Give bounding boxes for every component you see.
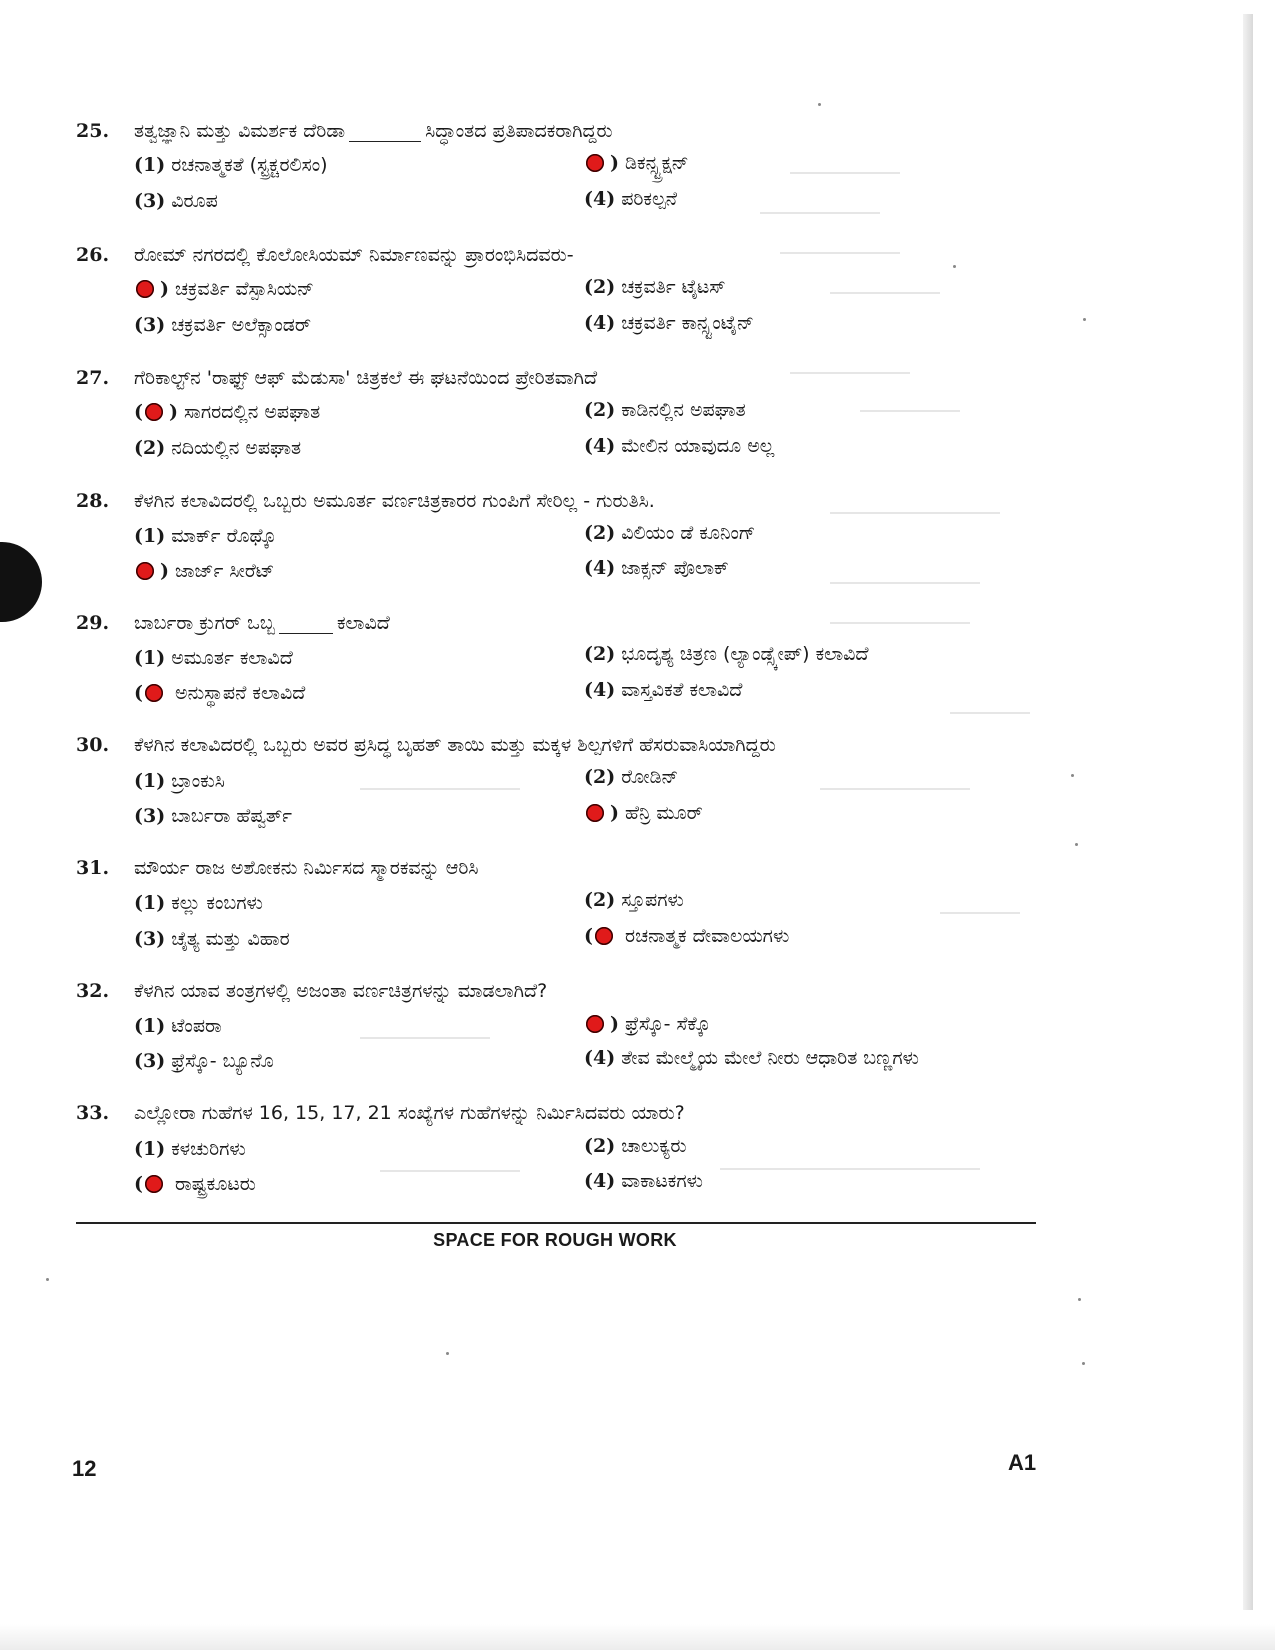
option-text: ರಚನಾತ್ಮಕ ದೇವಾಲಯಗಳು: [625, 925, 790, 947]
bleed-through-line: [940, 912, 1020, 914]
option-text: ಚಾಲುಕ್ಯರು: [621, 1135, 687, 1157]
option-number: (3): [134, 805, 166, 827]
scan-speck: [46, 1278, 49, 1281]
answer-bubble-marked: [586, 154, 604, 172]
option-text: ರಚನಾತ್ಮಕತೆ (ಸ್ಟ್ರಕ್ಚರಲಿಸಂ): [171, 154, 328, 176]
page-bottom-edge: [0, 1624, 1275, 1650]
option-text: ಮಾರ್ಕ್ ರೊಥ್ಕೊ: [171, 525, 277, 547]
bleed-through-line: [830, 622, 970, 624]
option-29-4[interactable]: [584, 679, 742, 701]
question-text-start: ಬಾರ್ಬರಾ ಕ್ರುಗರ್ ಒಬ್ಬ: [134, 612, 275, 634]
bleed-through-line: [860, 410, 960, 412]
option-33-4[interactable]: [584, 1170, 703, 1192]
bleed-through-line: [830, 582, 980, 584]
option-text: ವಿಲಿಯಂ ಡೆ ಕೂನಿಂಗ್: [621, 522, 756, 544]
scan-speck: [1075, 843, 1078, 846]
option-26-2[interactable]: [584, 276, 726, 298]
option-number: (2): [134, 437, 166, 459]
question-number: 31.: [76, 857, 110, 879]
option-number: (1): [134, 647, 166, 669]
option-text: ಡಿಕನ್ಸ್ಟ್ರಕ್ಷನ್: [625, 152, 689, 174]
answer-bubble-marked: [145, 403, 163, 421]
option-28-1[interactable]: [134, 525, 276, 547]
option-number: (3): [134, 314, 166, 336]
bleed-through-line: [360, 788, 520, 790]
option-30-2[interactable]: [584, 766, 678, 788]
option-number: (2): [584, 766, 616, 788]
question-number: 29.: [76, 612, 110, 634]
option-number: (1): [134, 770, 166, 792]
option-text: ರೋಡಿನ್: [621, 766, 679, 788]
question-number: 27.: [76, 367, 110, 389]
scan-speck: [446, 1352, 449, 1355]
question-text: ಕೆಳಗಿನ ಕಲಾವಿದರಲ್ಲಿ ಒಬ್ಬರು ಅವರ ಪ್ರಸಿದ್ಧ ಬೃಹತ್ ತಾಯಿ ಮತ್ತು ಮಕ್ಕಳ ಶಿಲ್ಪಗಳಿಗೆ ಹೆಸರುವಾಸಿಯಾಗಿದ್ದರು: [134, 734, 776, 756]
question-text-end: ಸಿದ್ಧಾಂತದ ಪ್ರತಿಪಾದಕರಾಗಿದ್ದರು: [425, 120, 613, 142]
option-text: ವಾಸ್ತವಿಕತೆ ಕಲಾವಿದೆ: [621, 679, 743, 701]
option-31-2[interactable]: [584, 889, 684, 911]
option-number: (1): [134, 154, 166, 176]
option-27-2[interactable]: [584, 399, 746, 421]
rough-work-label: SPACE FOR ROUGH WORK: [433, 1230, 677, 1250]
option-text: ಕಳಚುರಿಗಳು: [171, 1138, 246, 1160]
option-30-4[interactable]: ) ಹೆನ್ರಿ ಮೂರ್: [584, 802, 703, 824]
option-text: ಟೆಂಪರಾ: [171, 1015, 222, 1037]
option-27-3[interactable]: [134, 437, 301, 459]
question-text: [134, 120, 613, 142]
option-number: (4): [584, 557, 616, 579]
option-27-4[interactable]: [584, 435, 774, 457]
bleed-through-line: [780, 252, 900, 254]
option-number: (1): [134, 525, 166, 547]
answer-bubble-marked: [586, 1015, 604, 1033]
option-29-2[interactable]: [584, 643, 868, 665]
option-26-4[interactable]: [584, 312, 754, 334]
option-number: (4): [584, 679, 616, 701]
option-number: (3): [134, 1050, 166, 1072]
option-text: ವಾಕಾಟಕಗಳು: [621, 1170, 703, 1192]
option-text: ಬ್ರಾಂಕುಸಿ: [171, 770, 225, 792]
answer-bubble-marked: [586, 804, 604, 822]
option-30-1[interactable]: [134, 770, 225, 792]
answer-bubble-marked: [595, 927, 613, 945]
question-text: ಮೌರ್ಯ ರಾಜ ಅಶೋಕನು ನಿರ್ಮಿಸದ ಸ್ಮಾರಕವನ್ನು ಆರಿಸಿ: [134, 857, 479, 879]
option-number: (2): [584, 522, 616, 544]
option-28-2[interactable]: [584, 522, 755, 544]
option-number: (1): [134, 1015, 166, 1037]
fill-in-blank: [349, 125, 421, 142]
option-32-3[interactable]: [134, 1050, 274, 1072]
scan-speck: [1082, 1362, 1085, 1365]
option-32-4[interactable]: [584, 1047, 919, 1069]
option-text: ಫ್ರೆಸ್ಕೊ- ಸೆಕ್ಕೊ: [625, 1013, 711, 1035]
option-31-4[interactable]: ( ರಚನಾತ್ಮಕ ದೇವಾಲಯಗಳು: [584, 925, 790, 947]
side-tab-marker: [0, 542, 42, 622]
option-28-4[interactable]: [584, 557, 729, 579]
question-number: 28.: [76, 490, 110, 512]
option-31-1[interactable]: [134, 892, 263, 914]
option-number: (1): [134, 892, 166, 914]
option-29-1[interactable]: [134, 647, 293, 669]
option-text: ಚೈತ್ಯ ಮತ್ತು ವಿಹಾರ: [171, 928, 290, 950]
option-text: ಚಕ್ರವರ್ತಿ ಕಾನ್ಸ್ಟಂಟೈನ್: [621, 312, 754, 334]
option-number: (2): [584, 399, 616, 421]
option-26-1[interactable]: ) ಚಕ್ರವರ್ತಿ ವೆಸ್ಪಾಸಿಯನ್: [134, 278, 314, 300]
option-number: (4): [584, 312, 616, 334]
option-text: ಭೂದೃಶ್ಯ ಚಿತ್ರಣ (ಲ್ಯಾಂಡ್ಸ್ಕೇಪ್) ಕಲಾವಿದೆ: [621, 643, 869, 665]
option-number: (4): [584, 1170, 616, 1192]
option-text: ನದಿಯಲ್ಲಿನ ಅಪಘಾತ: [171, 437, 302, 459]
option-text: ಜಾಕ್ಸನ್ ಪೊಲಾಕ್: [621, 557, 729, 579]
answer-bubble-marked: [136, 562, 154, 580]
option-33-3[interactable]: ( ರಾಷ್ಟ್ರಕೂಟರು: [134, 1173, 256, 1195]
option-number: (3): [134, 928, 166, 950]
question-number: 30.: [76, 734, 110, 756]
scan-speck: [1083, 318, 1086, 321]
option-number: (4): [584, 1047, 616, 1069]
option-text: ರಾಷ್ಟ್ರಕೂಟರು: [175, 1173, 256, 1195]
fill-in-blank: [279, 617, 333, 634]
question-number: 26.: [76, 244, 110, 266]
option-30-3[interactable]: [134, 805, 292, 827]
option-number: (4): [584, 188, 616, 210]
answer-bubble-marked: [136, 280, 154, 298]
scan-speck: [1078, 1298, 1081, 1301]
bleed-through-line: [830, 292, 940, 294]
answer-bubble-marked: [145, 1175, 163, 1193]
question-text: ಗೆರಿಕಾಲ್ಟ್‌ನ 'ರಾಫ್ಟ್ ಆಫ್ ಮೆಡುಸಾ' ಚಿತ್ರಕಲೆ ಈ ಘಟನೆಯಿಂದ ಪ್ರೇರಿತವಾಗಿದೆ: [134, 367, 598, 389]
footer-divider: [76, 1222, 1036, 1224]
question-text-start: ತತ್ವಜ್ಞಾನಿ ಮತ್ತು ವಿಮರ್ಶಕ ದೆರಿಡಾ: [134, 120, 346, 142]
option-text: ಜಾರ್ಜ್ ಸೀರೆಟ್: [175, 560, 275, 582]
option-text: ಬಾರ್ಬರಾ ಹೆಪ್ವರ್ತ್: [171, 805, 292, 827]
option-32-1[interactable]: [134, 1015, 222, 1037]
question-text: ಕೆಳಗಿನ ಕಲಾವಿದರಲ್ಲಿ ಒಬ್ಬರು ಅಮೂರ್ತ ವರ್ಣಚಿತ್ರಕಾರರ ಗುಂಪಿಗೆ ಸೇರಿಲ್ಲ - ಗುರುತಿಸಿ.: [134, 490, 655, 512]
option-number: (4): [584, 435, 616, 457]
option-text: ಚಕ್ರವರ್ತಿ ಅಲೆಕ್ಸಾಂಡರ್: [171, 314, 312, 336]
option-number: (1): [134, 1138, 166, 1160]
option-33-2[interactable]: [584, 1135, 687, 1157]
option-number: (3): [134, 190, 166, 212]
option-text: ಸಾಗರದಲ್ಲಿನ ಅಪಘಾತ: [184, 401, 321, 423]
bleed-through-line: [820, 788, 970, 790]
bleed-through-line: [360, 1037, 490, 1039]
option-number: (2): [584, 889, 616, 911]
option-31-3[interactable]: [134, 928, 290, 950]
bleed-through-line: [790, 372, 910, 374]
option-text: ತೇವ ಮೇಲ್ಮೈಯ ಮೇಲೆ ನೀರು ಆಧಾರಿತ ಬಣ್ಣಗಳು: [621, 1047, 919, 1069]
bleed-through-line: [830, 512, 1000, 514]
page-edge-shadow: [1243, 14, 1253, 1610]
option-text: ವಿರೂಪ: [171, 190, 218, 212]
question-number: 25.: [76, 120, 110, 142]
question-text: ಎಲ್ಲೋರಾ ಗುಹೆಗಳ 16, 15, 17, 21 ಸಂಖ್ಯೆಗಳ ಗುಹೆಗಳನ್ನು ನಿರ್ಮಿಸಿದವರು ಯಾರು?: [134, 1102, 685, 1124]
option-text: ಕಾಡಿನಲ್ಲಿನ ಅಪಘಾತ: [621, 399, 746, 421]
option-number: (2): [584, 643, 616, 665]
option-text: ಚಕ್ರವರ್ತಿ ಟೈಟಸ್: [621, 276, 726, 298]
question-number: 33.: [76, 1102, 110, 1124]
option-27-1[interactable]: ( ) ಸಾಗರದಲ್ಲಿನ ಅಪಘಾತ: [134, 401, 321, 423]
option-text: ಪರಿಕಲ್ಪನೆ: [621, 188, 678, 210]
option-number: (2): [584, 1135, 616, 1157]
option-text: ಫ್ರೆಸ್ಕೊ- ಬ್ಯೂನೊ: [171, 1050, 274, 1072]
question-text: [134, 612, 390, 634]
answer-bubble-marked: [145, 684, 163, 702]
booklet-code: A1: [1008, 1450, 1037, 1475]
option-26-3[interactable]: [134, 314, 311, 336]
option-32-2[interactable]: ) ಫ್ರೆಸ್ಕೊ- ಸೆಕ್ಕೊ: [584, 1013, 711, 1035]
bleed-through-line: [790, 172, 900, 174]
option-25-2[interactable]: ) ಡಿಕನ್ಸ್ಟ್ರಕ್ಷನ್: [584, 152, 689, 174]
option-28-3[interactable]: ) ಜಾರ್ಜ್ ಸೀರೆಟ್: [134, 560, 274, 582]
option-33-1[interactable]: [134, 1138, 246, 1160]
question-text: ರೋಮ್ ನಗರದಲ್ಲಿ ಕೊಲೋಸಿಯಮ್ ನಿರ್ಮಾಣವನ್ನು ಪ್ರಾರಂಭಿಸಿದವರು-: [134, 244, 574, 266]
page-number: 12: [72, 1456, 97, 1481]
option-number: (2): [584, 276, 616, 298]
bleed-through-line: [950, 712, 1030, 714]
option-25-4[interactable]: [584, 188, 677, 210]
option-text: ಹೆನ್ರಿ ಮೂರ್: [625, 802, 703, 824]
option-25-3[interactable]: [134, 190, 218, 212]
question-number: 32.: [76, 980, 110, 1002]
option-text: ಮೇಲಿನ ಯಾವುದೂ ಅಲ್ಲ: [621, 435, 775, 457]
option-text: ಕಲ್ಲು ಕಂಬಗಳು: [171, 892, 263, 914]
bleed-through-line: [720, 1168, 980, 1170]
bleed-through-line: [380, 1170, 520, 1172]
scan-speck: [1071, 774, 1074, 777]
option-text: ಅನುಸ್ಥಾಪನೆ ಕಲಾವಿದೆ: [175, 682, 306, 704]
option-text: ಚಕ್ರವರ್ತಿ ವೆಸ್ಪಾಸಿಯನ್: [175, 278, 314, 300]
option-text: ಅಮೂರ್ತ ಕಲಾವಿದೆ: [171, 647, 293, 669]
option-text: ಸ್ತೂಪಗಳು: [621, 889, 684, 911]
question-text-end: ಕಲಾವಿದೆ: [336, 612, 390, 634]
option-29-3[interactable]: ( ಅನುಸ್ಥಾಪನೆ ಕಲಾವಿದೆ: [134, 682, 306, 704]
scan-speck: [953, 265, 956, 268]
option-25-1[interactable]: [134, 154, 328, 176]
scan-speck: [818, 103, 821, 106]
question-text: ಕೆಳಗಿನ ಯಾವ ತಂತ್ರಗಳಲ್ಲಿ ಅಜಂತಾ ವರ್ಣಚಿತ್ರಗಳನ್ನು ಮಾಡಲಾಗಿದೆ?: [134, 980, 548, 1002]
bleed-through-line: [760, 212, 880, 214]
